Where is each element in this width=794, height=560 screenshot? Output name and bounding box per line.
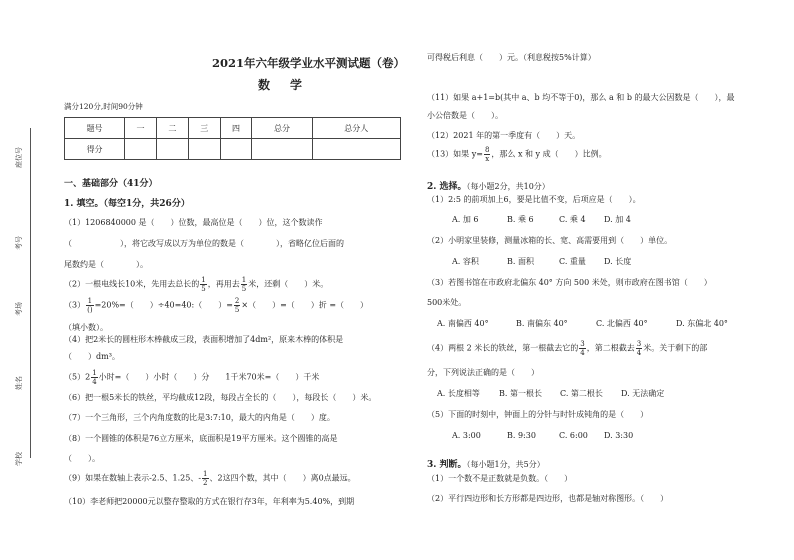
question-11-line1: （11）如果 a+1=b(其中 a、b 均不等于0)，那么 a 和 b 的最大公因数是（ ），最 [427,93,735,102]
question-8-line2: （ ）。 [64,454,100,463]
q2-text-b: ，再用去 [207,279,240,289]
denominator: 5 [241,285,247,293]
choice-4-option-c[interactable]: C. 第二根长 [560,389,603,398]
denominator: 5 [234,306,240,314]
choice-2-option-a[interactable]: A. 容积 [452,257,479,266]
choice-4-option-d[interactable]: D. 无法确定 [621,389,665,398]
score-cell[interactable] [312,139,400,160]
question-5 [64,369,319,386]
exam-number-label: 考号 [15,236,23,250]
question-3-line2: （填小数）。 [64,323,108,332]
q3-text-c: ×（ ）=（ ）折 =（ ） [241,300,369,310]
score-cell[interactable] [188,139,220,160]
numerator: 1 [241,276,247,284]
question-4-line2: （ ）dm³。 [64,352,120,361]
question-6: （6）把一根5米长的铁丝，平均截成12段，每段占全长的（ ），每段长（ ）米。 [64,393,377,402]
binding-line [30,128,31,458]
judgement-1: （1）一个数不是正数就是负数。（ ） [427,474,573,483]
question-8-line1: （8）一个圆锥的体积是76立方厘米，底面积是19平方厘米。这个圆锥的高是 [64,434,338,443]
q5-text-a: （5）2 [64,372,91,382]
section-2-title: 2. 选择。 [427,182,467,192]
numerator: 1 [87,297,93,305]
score-cell[interactable] [252,139,312,160]
choice-3-line1: （3）若图书馆在市政府北偏东 40° 方向 500 米处，则市政府在图书馆（ ） [427,278,712,287]
fraction [234,297,240,314]
q5-text-b: 小时=（ ）小时（ ）分 1千米70米=（ ）千米 [98,372,320,382]
choice-2-option-c[interactable]: C. 重量 [559,257,586,266]
score-table-header-row [65,118,401,139]
score-header-cell: 一 [125,118,157,139]
question-12: （12）2021 年的第一季度有（ ）天。 [427,131,581,140]
denominator: 4 [580,349,585,357]
choice-1-option-a[interactable]: A. 加 6 [452,215,479,224]
choice-1-option-b[interactable]: B. 乘 6 [507,215,534,224]
choice-1-option-d[interactable]: D. 加 4 [604,215,631,224]
question-10-continued: 可得税后利息（ ）元。（利息税按5%计算） [427,53,596,62]
score-header-cell: 二 [156,118,188,139]
numerator: 1 [92,369,97,377]
score-cell[interactable] [125,139,157,160]
denominator: 4 [636,349,642,357]
q3-text-a: （3） [64,300,86,310]
choice-5-option-d[interactable]: D. 3:30 [604,431,634,440]
fraction [636,340,642,357]
choice-5: （5）下面的时刻中，钟面上的分针与时针成钝角的是（ ） [427,410,649,419]
c4-text-a: （4）两根 2 米长的铁丝，第一根截去它的 [427,343,579,353]
choice-5-option-a[interactable]: A. 3:00 [452,431,481,440]
denominator: 2 [203,479,208,487]
score-cell[interactable] [156,139,188,160]
fraction [241,276,247,293]
fraction [579,340,585,357]
choice-3-option-a[interactable]: A. 南偏西 40° [437,319,489,328]
question-9 [64,470,356,487]
question-13 [427,146,607,163]
judgement-2: （2）平行四边形和长方形都是四边形，也都是轴对称图形。（ ） [427,494,669,503]
numerator: 1 [203,470,208,478]
choice-1: （1）2:5 的前项加上6，要是比值不变，后项应是（ ）。 [427,195,641,204]
score-table [64,117,401,160]
choice-5-option-c[interactable]: C. 6:00 [559,431,588,440]
question-1-line2: （ ），将它改写成以万为单位的数是（ ），省略亿位后面的 [64,239,344,248]
q13-text-b: ，那么 x 和 y 成（ ）比例。 [491,149,607,159]
q2-text-c: 米，还剩（ ）米。 [248,279,329,289]
section-3-heading [427,452,545,471]
section-2-heading [427,174,550,193]
c4-text-b: ，第二根截去 [586,343,635,353]
score-cell[interactable] [220,139,252,160]
seat-number-label: 座位号 [15,147,23,168]
question-7: （7）一个三角形，三个内角度数的比是3:7:10，最大的内角是（ ）度。 [64,413,335,422]
score-header-cell: 总分 [252,118,312,139]
score-header-cell: 三 [188,118,220,139]
q9-text-a: （9）如果在数轴上表示-2.5、1.25、- [64,473,202,483]
q2-text-a: （2）一根电线长10米，先用去总长的 [64,279,200,289]
question-11-line2: 小公倍数是（ ）。 [427,111,503,120]
subject-title: 数学 [258,78,323,92]
denominator: 5 [201,285,206,293]
c4-text-c: 米。关于剩下的部 [643,343,708,353]
q9-text-b: 、2这四个数，其中（ ）离0点最远。 [209,473,356,483]
numerator: 1 [201,276,206,284]
fraction [202,470,208,487]
choice-2-option-d[interactable]: D. 长度 [604,257,632,266]
school-label: 学校 [15,452,23,466]
exam-meta: 满分120分,时间90分钟 [64,102,143,111]
section-2-note: （每小题2分，共10分） [466,182,550,191]
question-10: （10）李老师把20000元以整存整取的方式在银行存3年，年利率为5.40%，到期 [64,497,355,506]
score-header-cell: 题号 [65,118,125,139]
choice-4-line1 [427,340,707,357]
question-3 [64,297,368,314]
denominator: 4 [92,378,97,386]
exam-room-label: 考场 [15,302,23,316]
choice-3-line2: 500米处。 [427,298,467,307]
fraction [86,297,93,314]
choice-5-option-b[interactable]: B. 9:30 [507,431,536,440]
exam-title: 2021年六年级学业水平测试题（卷） [212,56,406,70]
section-1-heading: 一、基础部分（41分） [64,179,158,189]
score-header-cell: 总分人 [312,118,400,139]
score-header-cell: 四 [220,118,252,139]
choice-2-option-b[interactable]: B. 面积 [507,257,534,266]
choice-1-option-c[interactable]: C. 乘 4 [559,215,586,224]
choice-4-line2: 分，下列说法正确的是（ ） [427,368,539,377]
section-3-note: （每小题1分，共5分） [466,460,545,469]
question-1-line1: （1）1206840000 是（ ）位数，最高位是（ ）位，这个数读作 [64,218,323,227]
name-label: 姓名 [15,376,23,390]
numerator: 3 [580,340,585,348]
section-3-title: 3. 判断。 [427,460,467,470]
score-table-row [65,139,401,160]
score-row-label: 得分 [65,139,125,160]
choice-4-option-b[interactable]: B. 第一根长 [499,389,542,398]
choice-3-option-d[interactable]: D. 东偏北 40° [676,319,728,328]
numerator: 2 [234,297,240,305]
choice-2: （2）小明家里装修，测量冰箱的长、宽、高需要用到（ ）单位。 [427,236,673,245]
q13-text-a: （13）如果 y= [427,149,483,159]
choice-3-option-c[interactable]: C. 北偏西 40° [596,319,648,328]
fraction [91,369,97,386]
question-4-line1: （4）把2米长的圆柱形木棒截成三段，表面积增加了4dm²，原来木棒的体积是 [64,335,344,344]
denominator: () [87,306,93,314]
part-1-heading: 1. 填空。（每空1分，共26分） [64,199,190,209]
denominator: x [485,155,490,163]
fraction [200,276,206,293]
numerator: 3 [636,340,642,348]
numerator: 8 [484,146,490,154]
question-2 [64,276,328,293]
question-1-line3: 尾数约是（ ）。 [64,260,148,269]
choice-3-option-b[interactable]: B. 南偏东 40° [516,319,568,328]
q3-text-b: =20%=（ ）÷40=40:（ ）= [94,300,233,310]
choice-4-option-a[interactable]: A. 长度相等 [437,389,480,398]
fraction [484,146,490,163]
